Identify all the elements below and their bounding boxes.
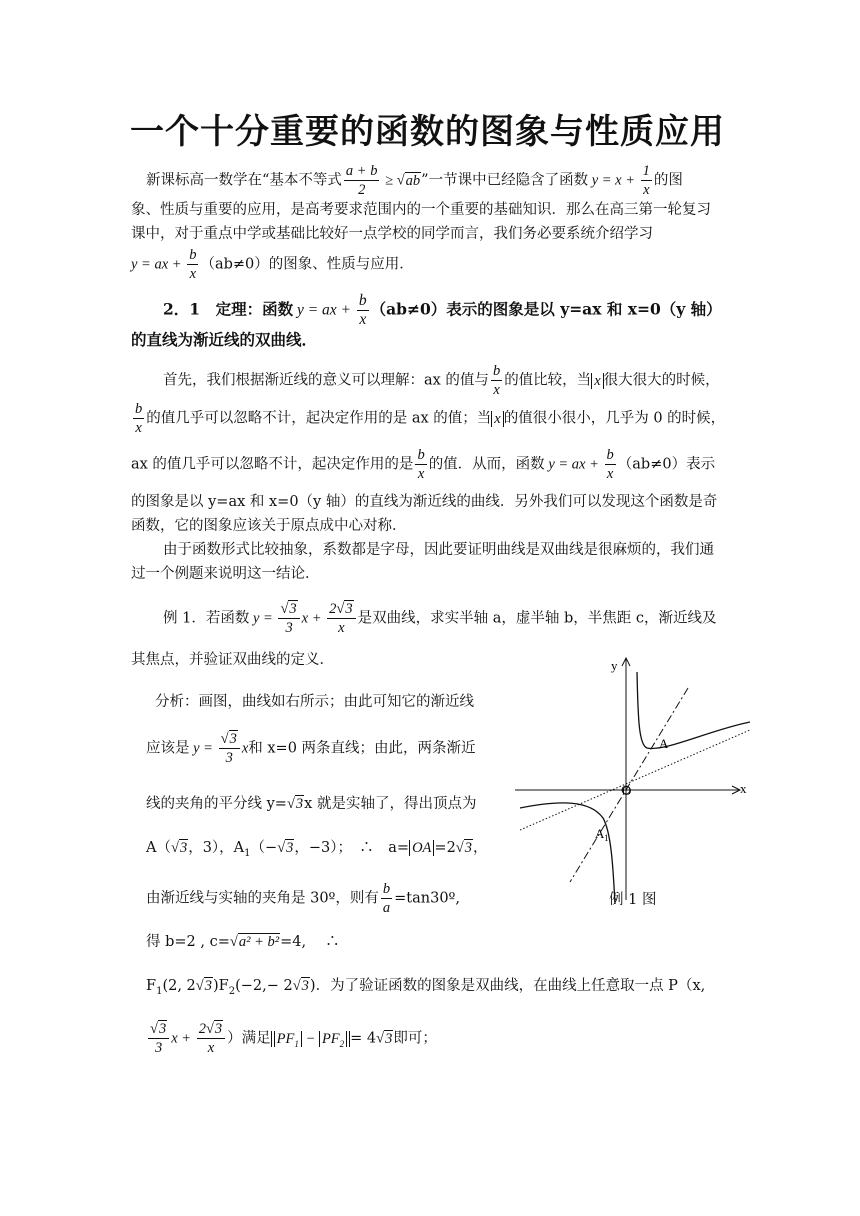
- theorem-line-1: 2．1 定理：函数 y = ax + $\frac{b}{x}$ （ab≠0）表示的图象是以 y=ax 和 x=0（y 轴）: [163, 292, 722, 328]
- real-axis-line: [520, 730, 750, 830]
- vertex-a1-subscript: 1: [604, 833, 609, 843]
- intro-line-4: y = ax + $\frac{b}{x}$ （ab≠0）的图象、性质与应用．: [131, 247, 414, 282]
- formula-sqrt: √ab: [396, 172, 421, 189]
- example-line-2: 其焦点，并验证双曲线的定义．: [131, 652, 334, 668]
- para2-line-2: 过一个例题来说明这一结论．: [131, 566, 320, 582]
- intro-line-2: 象、性质与重要的应用，是高考要求范围内的一个重要的基础知识．那么在高三第一轮复习: [131, 202, 711, 218]
- analysis-line-1: 分析：画图，曲线如右所示；由此可知它的渐近线: [155, 694, 474, 710]
- para1-line-2: $\frac{b}{x}$ 的值几乎可以忽略不计，起决定作用的是 ax 的值；当 x 的值很小很小，几乎为 0 的时候，: [135, 401, 726, 436]
- para1-line-4: 的图象是以 y=ax 和 x=0（y 轴）的直线为渐近线的曲线．另外我们可以发现这个函数是奇: [131, 494, 718, 510]
- hyperbola-lower-branch: [520, 803, 615, 904]
- para1-line-5: 函数，它的图象应该关于原点成中心对称．: [131, 518, 407, 534]
- y-axis-label: y: [611, 658, 618, 673]
- vertex-a-label: A: [659, 736, 669, 751]
- example-line-1: 例 1．若函数 y = $\frac{√3}{3}$ x + $\frac{2√3}{x}$ 是双曲线，求实半轴 a，虚半轴 b，半焦距 c，渐近线及: [163, 601, 717, 636]
- intro-line-1: 新课标高一数学在“基本不等式 $\frac{a + b}{2}$ ≥ √ab”一节课中已经隐含了函数 y = x + $\frac{1}{x}$ 的图: [146, 163, 683, 198]
- analysis-line-8: $\frac{√3}{3}$ x + $\frac{2√3}{x}$ ）满足 $PF_1 - PF_2 = 4√3$即可；: [150, 1021, 437, 1056]
- para1-line-1: 首先，我们根据渐近线的意义可以理解：ax 的值与 $\frac{b}{x}$ 的值比较，当 x 很大很大的时候，: [163, 363, 720, 398]
- analysis-line-5: 由渐近线与实轴的夹角是 30º，则有 $\frac{b}{a}$ =tan30º,: [146, 881, 460, 916]
- para2-line-1: 由于函数形式比较抽象，系数都是字母，因此要证明曲线是双曲线是很麻烦的，我们通: [163, 542, 714, 558]
- intro-line-3: 课中，对于重点中学或基础比较好一点学校的同学而言，我们务必要系统介绍学习: [131, 226, 653, 242]
- vertex-a1-label: A: [595, 826, 605, 841]
- para1-line-3: ax 的值几乎可以忽略不计，起决定作用的是 $\frac{b}{x}$ 的值．从而，函数 y = ax + $\frac{b}{x}$ （ab≠0）表示: [131, 447, 716, 482]
- formula-frac: $\frac{a + b}{2}$: [345, 163, 378, 198]
- origin-label: O: [622, 783, 632, 798]
- x-axis-label: x: [740, 781, 747, 796]
- analysis-line-4: A（√3，3），$A_1(-√3$，−3）； ∴ a= OA =2√3，: [146, 840, 488, 859]
- analysis-line-3: 线的夹角的平分线 y=√3x 就是实轴了，得出顶点为: [146, 796, 477, 812]
- analysis-line-6: 得 b=2 , c=√a² + b²=4, ∴: [146, 934, 340, 950]
- analysis-line-7: $F_1(2$, $2√3)F_2(-2,- 2√3)$．为了验证函数的图象是双曲线，在曲线上任意取一点 P（x,: [146, 978, 706, 997]
- analysis-line-2: 应该是 y = $\frac{√3}{3}$ x和 x=0 两条直线；由此，两条渐近: [146, 731, 476, 766]
- theorem-line-2: 的直线为渐近线的双曲线．: [131, 330, 318, 349]
- hyperbola-figure: [505, 650, 765, 920]
- figure-caption: 例 1 图: [609, 892, 657, 908]
- page-title: 一个十分重要的函数的图象与性质应用: [130, 112, 725, 152]
